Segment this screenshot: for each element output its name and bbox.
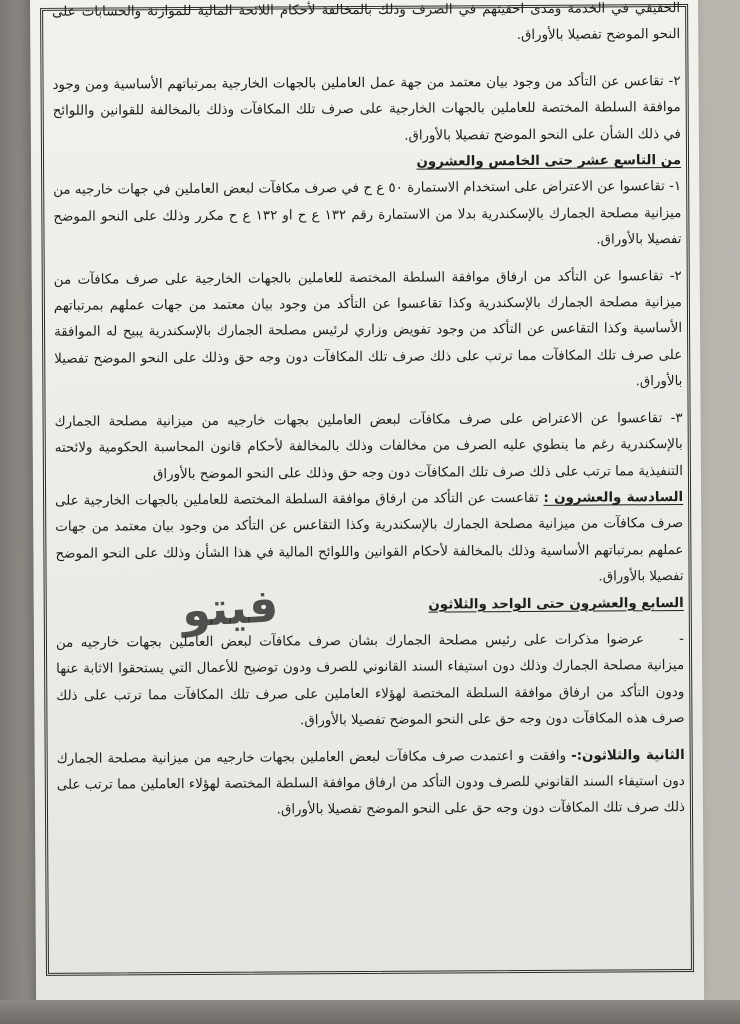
text-32: وافقت و اعتمدت صرف مكافآت لبعض العاملين بجهات خارجيه من ميزانية مصلحة الجمارك دون استيفاء السند القانوني للصرف ودون التأكد من ارفاق موافقة السلطة المختصة لهؤلاء العاملين مما ترتب على ذلك صرف تلك المكافآت دون وجه حق على النحو الموضح تفصيلا بالأوراق. — [56, 748, 686, 818]
lead-32: الثانية والثلاثون:- — [571, 747, 685, 764]
text-27-31: عرضوا مذكرات على رئيس مصلحة الجمارك بشان صرف مكافآت لبعض العاملين بجهات خارجيه من ميزانية مصلحة الجمارك وذلك دون استيفاء السند القانوني للصرف ودون توضيح للأعمال التي يستحقوا الاثابة عنها ودون التأكد من ارفاق موافقة السلطة المختصة لهؤلاء العاملين على صرف تلك المكافآت مما ترتب على ذلك صرف هذه المكافآت دون وجه حق على النحو الموضح تفصيلا بالأوراق. — [55, 632, 685, 729]
dash-marker: - — [679, 631, 685, 647]
section-heading-27-31: السابع والعشرون حتى الواحد والثلاثون — [428, 595, 684, 613]
paragraph-26 — [55, 485, 684, 594]
paper-sheet — [30, 0, 704, 1006]
lead-26: السادسة والعشرون : — [543, 489, 684, 506]
document-body — [52, 0, 685, 826]
paragraph-32 — [57, 743, 685, 826]
section-heading-19-25: من التاسع عشر حتى الخامس والعشرون — [416, 153, 682, 170]
text-26: تقاعست عن التأكد من ارفاق موافقة السلطة المختصة للعاملين بالجهات الخارجية على صرف مكافآت من ميزانية مصلحة الجمارك بالإسكندرية وكذا التقاعس عن التأكد من وجود بيان معتمد من جهات عملهم بمرتباتهم الأساسية وذلك بالمخالفة لأحكام القوانين واللوائح المالية في هذا الشأن وذلك على النحو الموضح تفصيلا بالأوراق. — [55, 490, 684, 585]
table-edge — [0, 1000, 740, 1024]
paragraph-section-19-item-3: ٣- تقاعسوا عن الاعتراض على صرف مكافآت لبعض العاملين بجهات خارجيه من ميزانية مصلحة الجمارك بالإسكندرية رغم ما ينطوي عليه الصرف من مخالفات وذلك بالمخالفة لأحكام قانون المحاسبة الحكومية ولائحته التنفيذية مما ترتب على ذلك صرف تلك المكافآت دون وجه حق وذلك على النحو الموضح بالأوراق — [54, 410, 683, 482]
paragraph-section-19-item-2: ٢- تقاعسوا عن التأكد من ارفاق موافقة السلطة المختصة للعاملين بالجهات الخارجية على صرف مكافآت من ميزانية مصلحة الجمارك بالإسكندرية وكذا تقاعسوا عن التأكد من وجود بيان معتمد من جهات عملهم بمرتباتهم الأساسية وكذا التقاعس عن التأكد من وجود تفويض وزاري لرئيس مصلحة الجمارك بالإسكندرية يبيح له الموافقة على صرف تلك المكافآت مما ترتب على ذلك صرف تلك المكافآت دون وجه حق وذلك على النحو الموضح تفصيلا بالأوراق. — [53, 268, 683, 390]
paragraph-section-19-item-1: ١- تقاعسوا عن الاعتراض على استخدام الاستمارة ٥٠ ع ح في صرف مكافآت لبعض العاملين في جهات خارجيه من ميزانية مصلحة الجمارك بالإسكندرية بدلا من الاستمارة رقم ١٣٢ ع ح او ١٣٢ ع ح مكرر وذلك على النحو الموضح تفصيلا بالأوراق. — [53, 179, 682, 248]
paragraph-intro: الحقيقي في الخدمة ومدى احقيتهم في الصرف وذلك بالمخالفة لأحكام اللائحة المالية للموازنة والحسابات على النحو الموضح تفصيلا بالأوراق. — [52, 1, 681, 44]
paragraph-27-31 — [56, 627, 685, 736]
vetogate-watermark-logo: فيتو — [180, 578, 280, 638]
paragraph-item-2: ٢- تقاعس عن التأكد من وجود بيان معتمد من جهة عمل العاملين بالجهات الخارجية بمرتباتهم الأساسية ومن وجود موافقة السلطة المختصة للعاملين بالجهات الخارجية على صرف تلك المكافآت وذلك بالمخالفة للقوانين واللوائح في ذلك الشأن على النحو الموضح تفصيلا بالأوراق. — [52, 73, 681, 144]
